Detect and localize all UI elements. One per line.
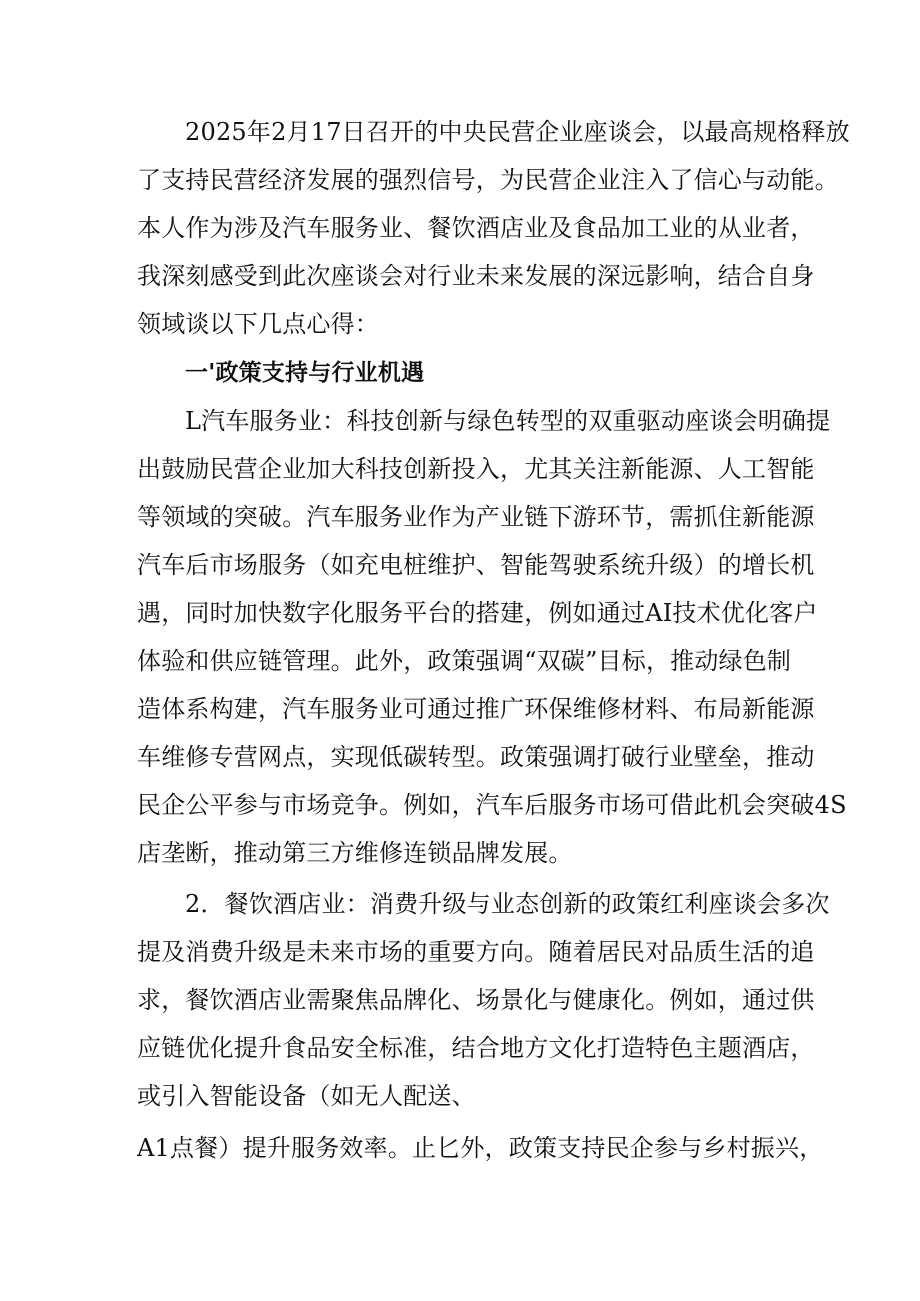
auto-service-line: 等领域的突破。汽车服务业作为产业链下游环节，需抓住新能源 <box>137 503 815 531</box>
intro-line: 领域谈以下几点心得： <box>137 310 379 338</box>
catering-hotel-line: 2．餐饮酒店业：消费升级与业态创新的政策红利座谈会多次 <box>185 890 830 918</box>
auto-service-line: 遇，同时加快数字化服务平台的搭建，例如通过AI技术优化客户 <box>137 599 818 627</box>
intro-line: 2025年2月17日召开的中央民营企业座谈会，以最高规格释放 <box>185 118 850 146</box>
intro-line: 本人作为涉及汽车服务业、餐饮酒店业及食品加工业的从业者， <box>137 214 815 242</box>
section-heading: 一'政策支持与行业机遇 <box>185 360 425 386</box>
catering-hotel-line: 或引入智能设备（如无人配送、 <box>137 1082 476 1110</box>
catering-hotel-line: 应链优化提升食品安全标准，结合地方文化打造特色主题酒店， <box>137 1034 815 1062</box>
auto-service-line: 造体系构建，汽车服务业可通过推广环保维修材料、布局新能源 <box>137 695 815 723</box>
catering-hotel-line: 求，餐饮酒店业需聚焦品牌化、场景化与健康化。例如，通过供 <box>137 986 815 1014</box>
catering-hotel-line: 提及消费升级是未来市场的重要方向。随着居民对品质生活的追 <box>137 938 815 966</box>
auto-service-line: L汽车服务业：科技创新与绿色转型的双重驱动座谈会明确提 <box>185 407 831 435</box>
auto-service-line: 体验和供应链管理。此外，政策强调“双碳”目标，推动绿色制 <box>137 647 792 675</box>
auto-service-line: 民企公平参与市场竞争。例如，汽车后服务市场可借此机会突破4S <box>137 791 847 819</box>
auto-service-line: 车维修专营网点，实现低碳转型。政策强调打破行业壁垒，推动 <box>137 743 815 771</box>
auto-service-line: 出鼓励民营企业加大科技创新投入，尤其关注新能源、人工智能 <box>137 455 815 483</box>
intro-line: 我深刻感受到此次座谈会对行业未来发展的深远影响，结合自身 <box>137 262 815 290</box>
auto-service-line: 店垄断，推动第三方维修连锁品牌发展。 <box>137 839 573 867</box>
intro-line: 了支持民营经济发展的强烈信号，为民营企业注入了信心与动能。 <box>137 166 839 194</box>
catering-hotel-line: A1点餐）提升服务效率。止匕外，政策支持民企参与乡村振兴， <box>137 1134 824 1162</box>
auto-service-line: 汽车后市场服务（如充电桩维护、智能驾驶系统升级）的增长机 <box>137 551 815 579</box>
